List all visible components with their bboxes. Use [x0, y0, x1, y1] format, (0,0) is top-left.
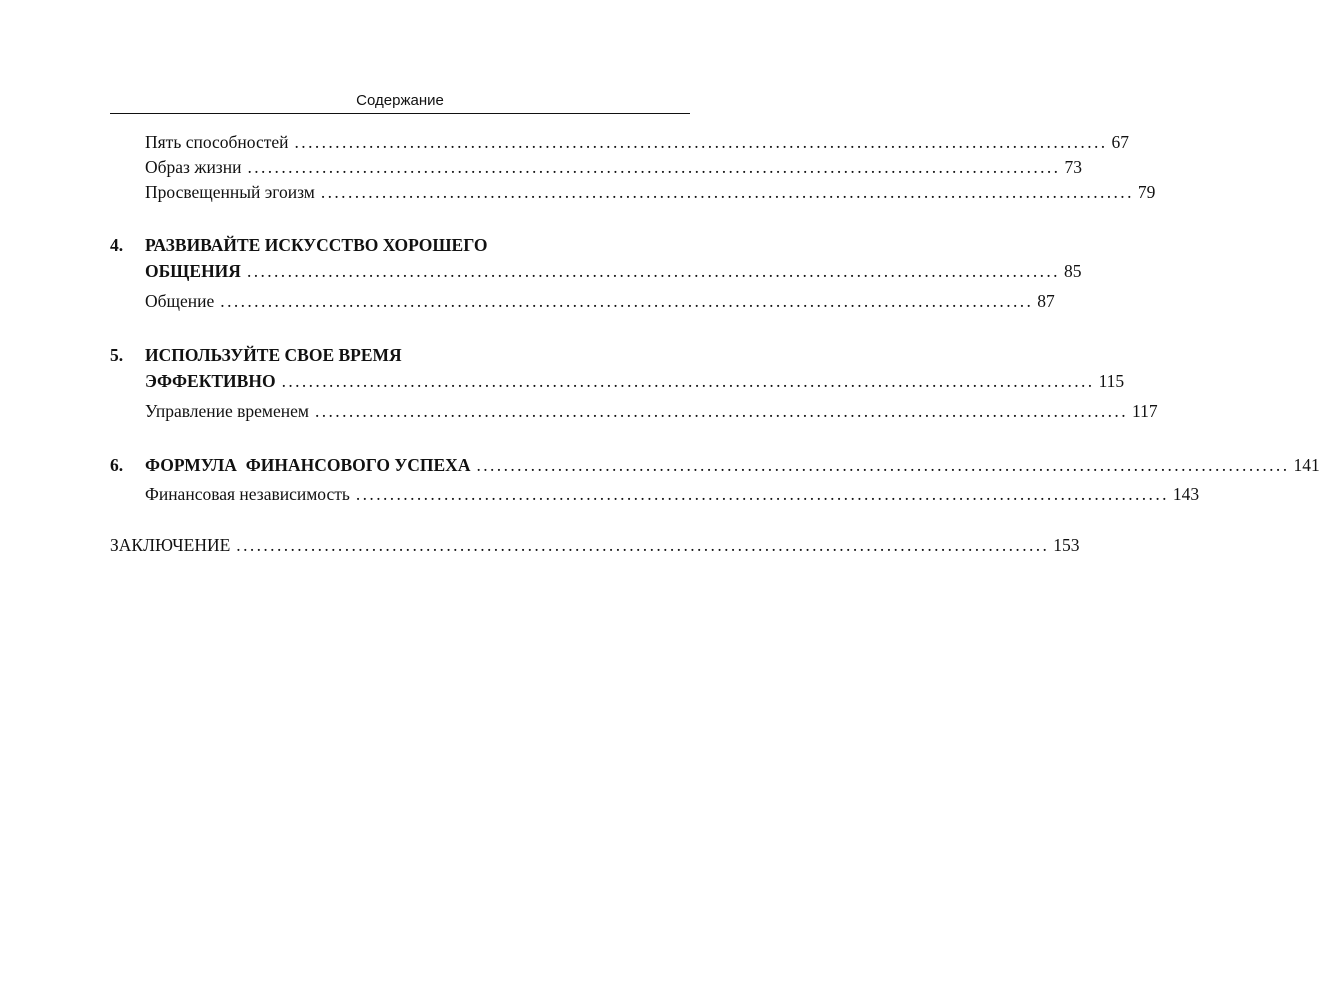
toc-entry-title: Просвещенный эгоизм	[145, 182, 315, 202]
conclusion-page: 153	[1053, 535, 1080, 555]
toc-entry[interactable]	[110, 483, 1200, 505]
leader-dots: ........................................................................................................................	[355, 484, 1169, 504]
leader-dots: ........................................................................................................................	[246, 261, 1060, 281]
leader-dots: ........................................................................................................................	[476, 455, 1290, 475]
toc-entry-page: 73	[1064, 157, 1082, 177]
chapter-entry[interactable]	[110, 454, 1320, 476]
chapter-title-line[interactable]: РАЗВИВАЙТЕ ИСКУССТВО ХОРОШЕГО	[145, 235, 488, 255]
header-rule	[110, 113, 690, 114]
chapter-title-line: ОБЩЕНИЯ	[145, 261, 241, 281]
toc-entry[interactable]	[110, 156, 1082, 178]
toc-entry-page: 67	[1111, 132, 1130, 152]
toc-entry[interactable]	[110, 400, 1158, 422]
chapter-number: 6.	[110, 455, 124, 475]
toc-entry-title: Пять способностей	[145, 132, 289, 152]
chapter-entry[interactable]	[110, 370, 1125, 392]
leader-dots: ........................................................................................................................	[281, 371, 1095, 391]
conclusion-title: ЗАКЛЮЧЕНИЕ	[110, 535, 231, 555]
chapter-title: ФОРМУЛА ФИНАНСОВОГО УСПЕХА	[145, 455, 471, 475]
toc-entry-page: 117	[1131, 401, 1158, 421]
toc-entry-title: Общение	[145, 291, 215, 311]
chapter-page: 85	[1063, 261, 1082, 281]
chapter-number: 5.	[110, 345, 124, 365]
leader-dots: ........................................................................................................................	[294, 132, 1108, 152]
leader-dots: ........................................................................................................................	[314, 401, 1128, 421]
toc-entry-title: Финансовая независимость	[145, 484, 350, 504]
toc-entry-page: 87	[1037, 291, 1055, 311]
leader-dots: ........................................................................................................................	[220, 291, 1034, 311]
chapter-title-line: ЭФФЕКТИВНО	[145, 371, 276, 391]
toc-entry-title: Управление временем	[145, 401, 309, 421]
toc-entry-title: Образ жизни	[145, 157, 242, 177]
chapter-page: 141	[1293, 455, 1320, 475]
chapter-entry[interactable]	[110, 260, 1082, 282]
leader-dots: ........................................................................................................................	[320, 182, 1134, 202]
toc-entry[interactable]	[110, 131, 1130, 153]
toc-entry[interactable]	[110, 290, 1055, 312]
running-header: Содержание	[356, 92, 444, 109]
toc-entry-page: 143	[1172, 484, 1200, 504]
leader-dots: ........................................................................................................................	[236, 535, 1050, 555]
toc-entry-page: 79	[1137, 182, 1156, 202]
conclusion-entry[interactable]	[110, 534, 1080, 556]
chapter-number: 4.	[110, 235, 124, 255]
chapter-title-line[interactable]: ИСПОЛЬЗУЙТЕ СВОЕ ВРЕМЯ	[145, 345, 402, 365]
leader-dots: ........................................................................................................................	[247, 157, 1061, 177]
toc-entry[interactable]	[110, 181, 1156, 203]
chapter-page: 115	[1098, 371, 1125, 391]
